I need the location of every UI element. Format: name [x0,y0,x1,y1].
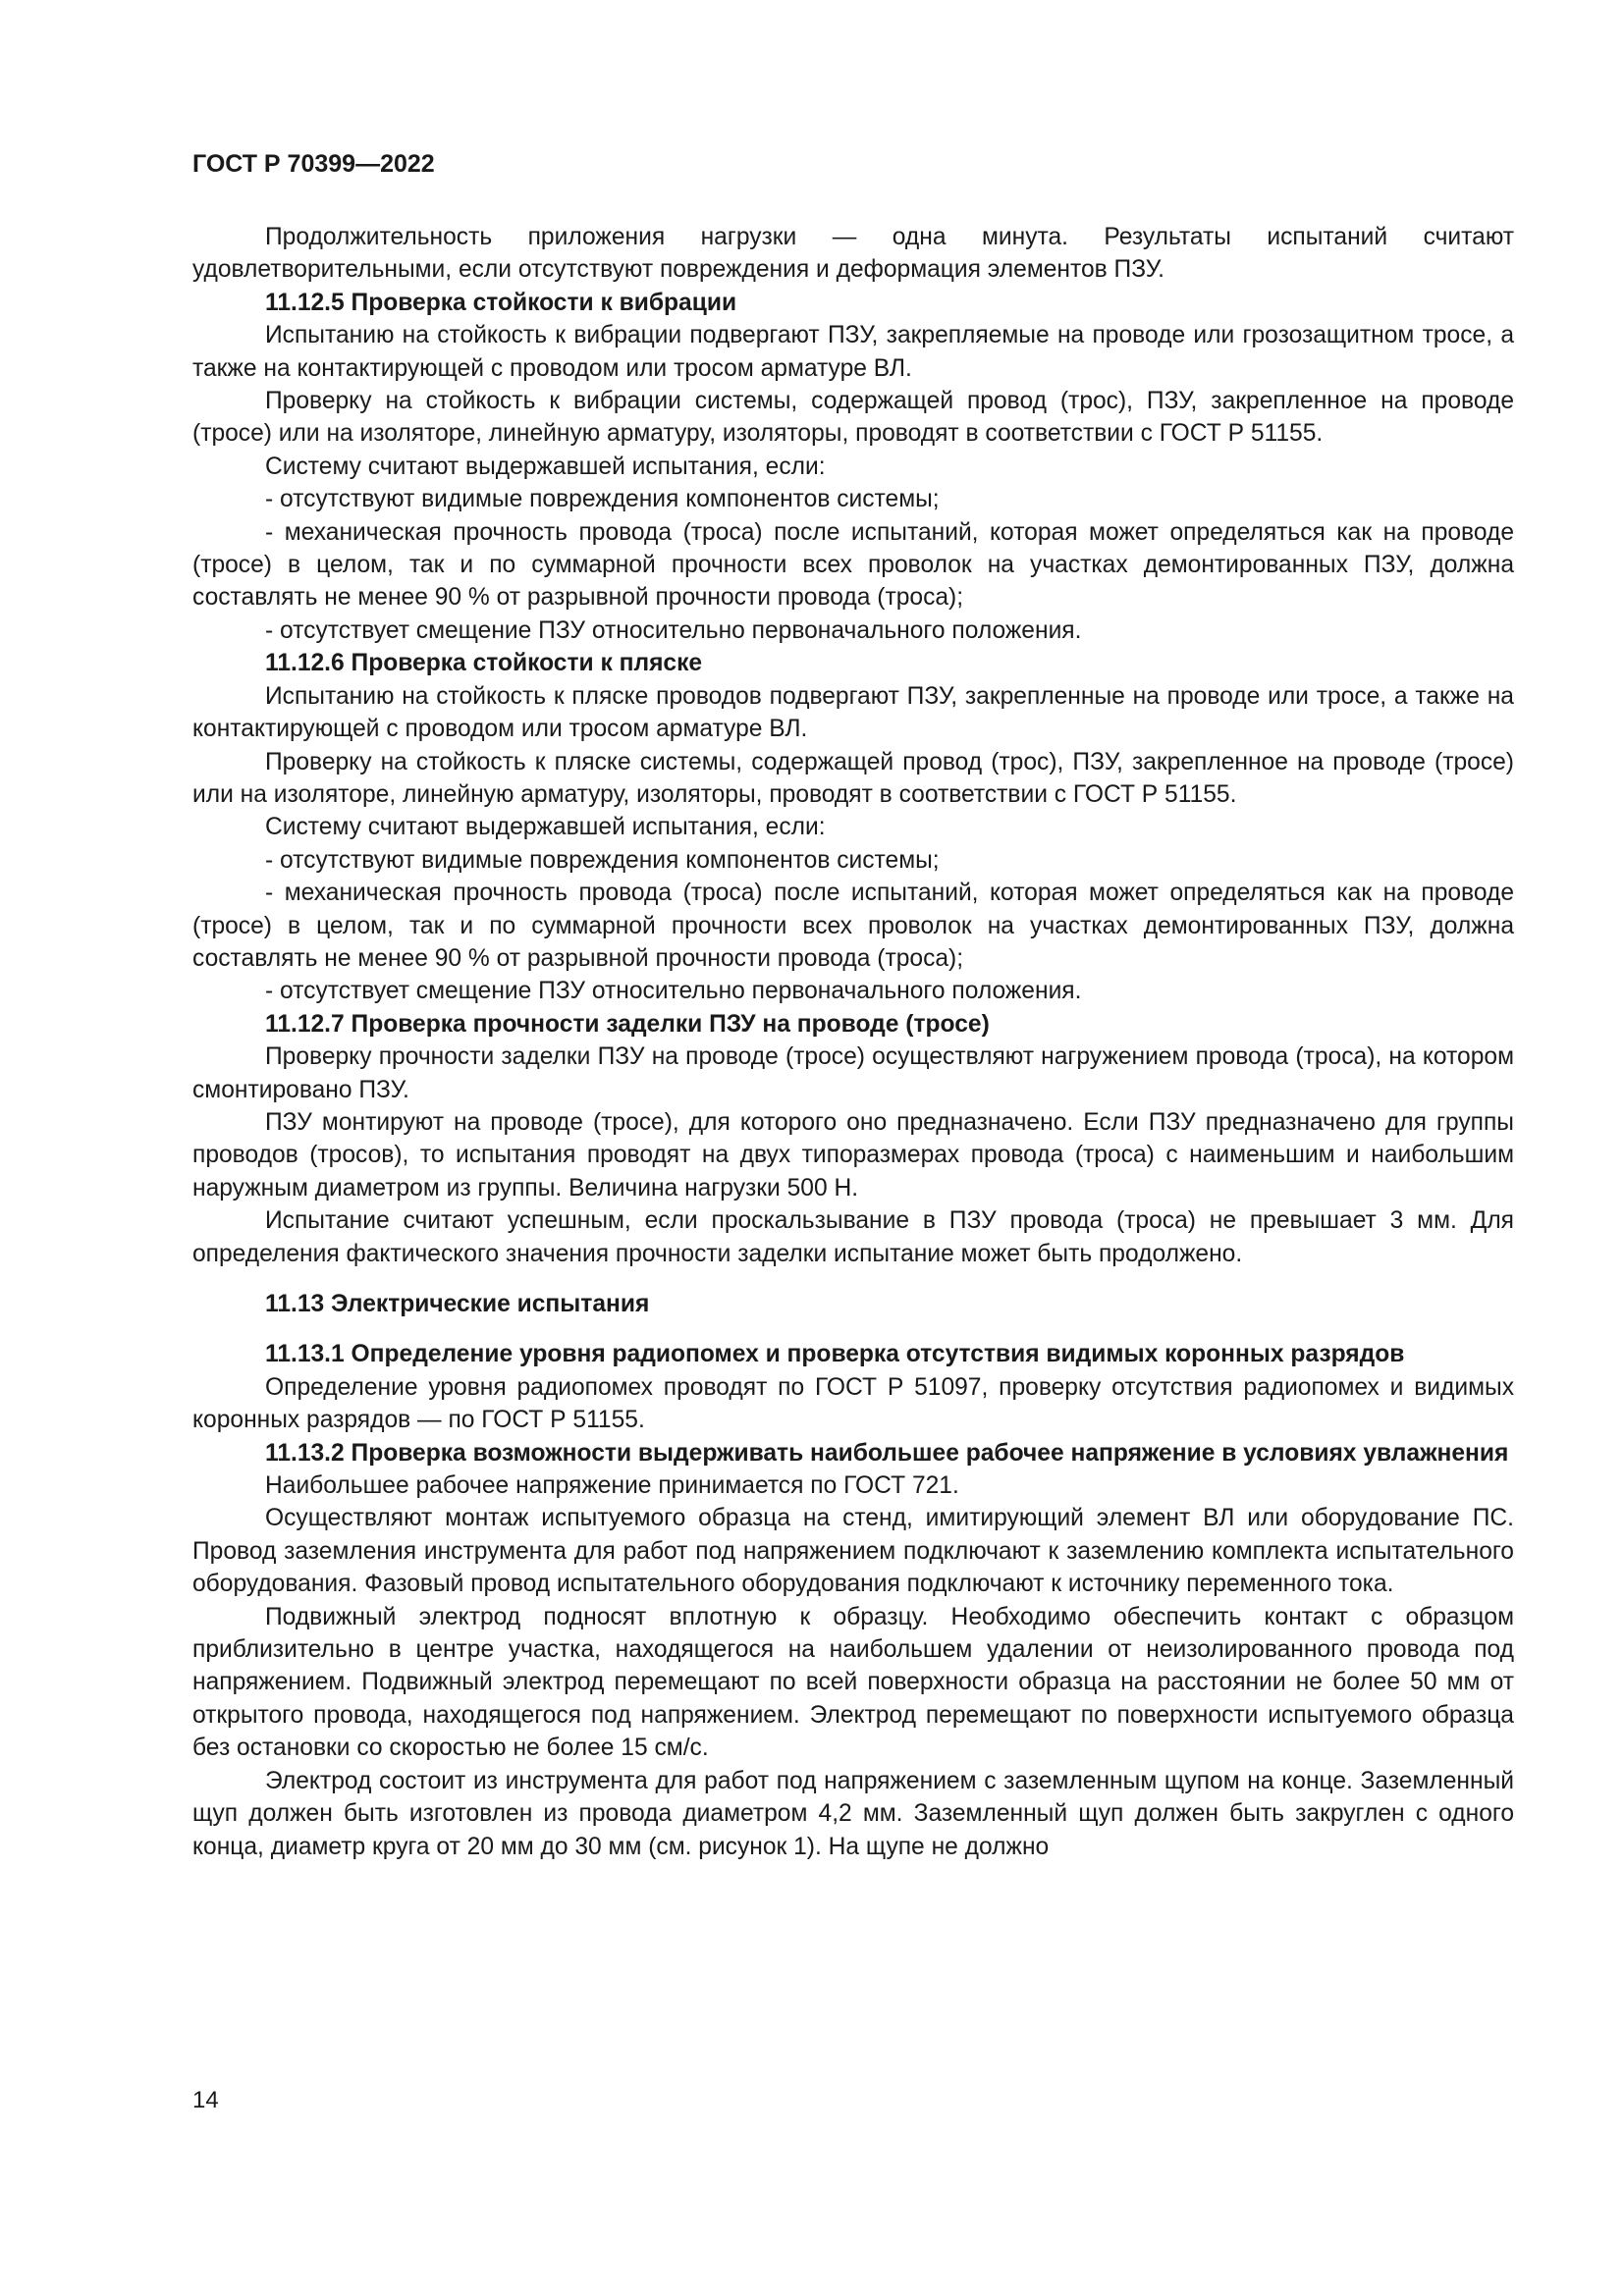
paragraph: Наибольшее рабочее напряжение принимается по ГОСТ 721. [265,1472,959,1500]
list-item: - механическая прочность провода (троса) после испытаний, которая может определяться как на проводе (тросе) в целом, так и по суммарной прочности всех проволок на участках демонтированных ПЗУ, должна составлять не менее 90 % от разрывной прочности провода (троса); [192,880,1514,972]
paragraph: Осуществляют монтаж испытуемого образца на стенд, имитирующий элемент ВЛ или оборудование ПС. Провод заземления инструмента для работ под напряжением подключают к заземлению комплекта испытательного оборудования. Фазовый провод испытательного оборудования подключают к источнику переменного тока. [192,1505,1514,1598]
document-header: ГОСТ Р 70399—2022 [192,150,435,178]
paragraph: Проверку на стойкость к вибрации системы, содержащей провод (трос), ПЗУ, закрепленное на проводе (тросе) или на изоляторе, линейную арматуру, изоляторы, проводят в соответствии с ГОСТ Р 51155. [192,388,1514,448]
paragraph: Определение уровня радиопомех проводят по ГОСТ Р 51097, проверку отсутствия радиопомех и видимых коронных разрядов — по ГОСТ Р 51155. [192,1373,1514,1434]
paragraph: Систему считают выдержавшей испытания, если: [265,453,826,480]
document-body [192,221,1514,1863]
list-item: - отсутствуют видимые повреждения компонентов системы; [265,486,940,513]
list-item: - отсутствуют видимые повреждения компонентов системы; [265,846,940,874]
section-heading: 11.13.2 Проверка возможности выдерживать наибольшее рабочее напряжение в условиях увлажнения [265,1439,1509,1467]
section-heading: 11.13 Электрические испытания [265,1291,650,1317]
paragraph: ПЗУ монтируют на проводе (тросе), для которого оно предназначено. Если ПЗУ предназначено для группы проводов (тросов), то испытания проводят на двух типоразмерах провода (троса) с наименьшим и наибольшим наружным диаметром из группы. Величина нагрузки 500 Н. [192,1108,1514,1201]
paragraph: Продолжительность приложения нагрузки — одна минута. Результаты испытаний считают удовлетворительными, если отсутствуют повреждения и деформация элементов ПЗУ. [192,224,1514,284]
list-item: - отсутствует смещение ПЗУ относительно первоначального положения. [265,616,1082,644]
paragraph: Испытание считают успешным, если проскальзывание в ПЗУ провода (троса) не превышает 3 мм. Для определения фактического значения прочности заделки испытание может быть продолжено. [192,1207,1514,1267]
paragraph: Проверку прочности заделки ПЗУ на проводе (тросе) осуществляют нагружением провода (троса), на котором смонтировано ПЗУ. [192,1043,1514,1103]
section-heading: 11.13.1 Определение уровня радиопомех и проверка отсутствия видимых коронных разрядов [265,1341,1405,1368]
paragraph: Испытанию на стойкость к пляске проводов подвергают ПЗУ, закрепленные на проводе или тросе, а также на контактирующей с проводом или тросом арматуре ВЛ. [192,682,1514,743]
page-number: 14 [192,2087,219,2113]
list-item: - отсутствует смещение ПЗУ относительно первоначального положения. [265,978,1082,1005]
list-item: - механическая прочность провода (троса) после испытаний, которая может определяться как на проводе (тросе) в целом, так и по суммарной прочности всех проволок на участках демонтированных ПЗУ, должна составлять не менее 90 % от разрывной прочности провода (троса); [192,518,1514,612]
section-heading: 11.12.7 Проверка прочности заделки ПЗУ на проводе (тросе) [265,1010,990,1038]
paragraph: Подвижный электрод подносят вплотную к образцу. Необходимо обеспечить контакт с образцом приблизительно в центре участка, находящегося на наибольшем удалении от неизолированного провода под напряжением. Подвижный электрод перемещают по всей поверхности образца на расстоянии не более 50 мм от открытого провода, находящегося под напряжением. Электрод перемещают по поверхности испытуемого образца без остановки со скоростью не более 15 см/с. [192,1603,1514,1762]
paragraph: Систему считают выдержавшей испытания, если: [265,814,826,841]
paragraph: Испытанию на стойкость к вибрации подвергают ПЗУ, закрепляемые на проводе или грозозащитном тросе, а также на контактирующей с проводом или тросом арматуре ВЛ. [192,322,1514,382]
paragraph: Электрод состоит из инструмента для работ под напряжением с заземленным щупом на конце. Заземленный щуп должен быть изготовлен из провода диаметром 4,2 мм. Заземленный щуп должен быть закруглен с одного конца, диаметр круга от 20 мм до 30 мм (см. рисунок 1). На щупе не должно [192,1767,1514,1860]
section-heading: 11.12.6 Проверка стойкости к пляске [265,650,703,677]
paragraph: Проверку на стойкость к пляске системы, содержащей провод (трос), ПЗУ, закрепленное на проводе (тросе) или на изоляторе, линейную арматуру, изоляторы, проводят в соответствии с ГОСТ Р 51155. [192,748,1514,808]
section-heading: 11.12.5 Проверка стойкости к вибрации [265,289,737,316]
